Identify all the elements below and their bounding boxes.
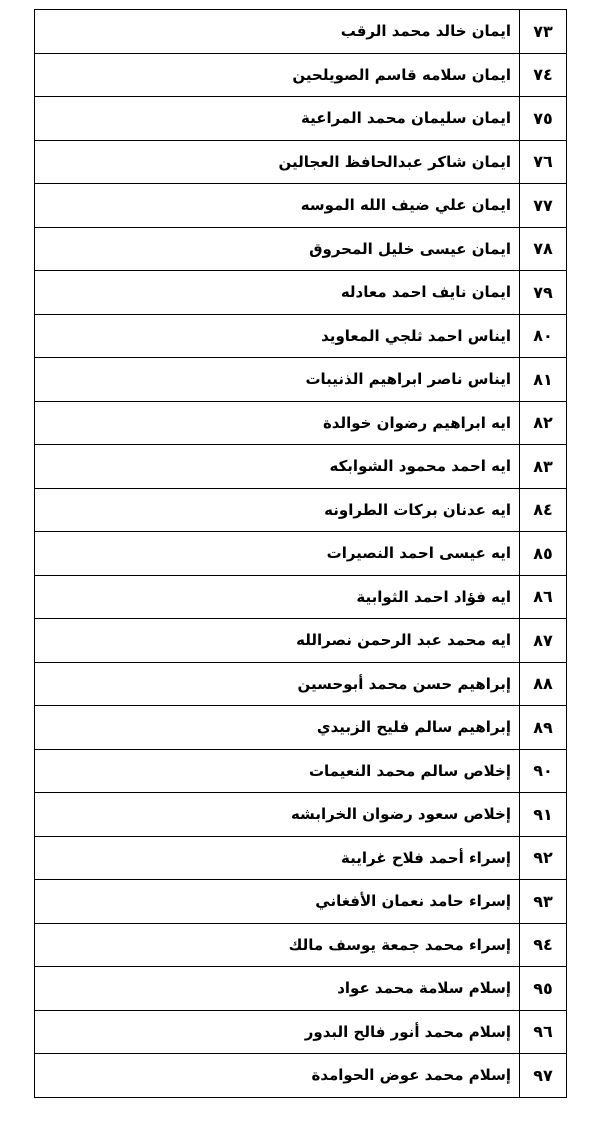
person-name-cell: ايه محمد عبد الرحمن نصرالله	[35, 619, 520, 663]
table-row	[35, 227, 567, 271]
table-row	[35, 662, 567, 706]
row-number-cell: ٨٩	[520, 706, 567, 750]
row-number-cell: ٨٣	[520, 445, 567, 489]
row-number-cell: ٩٢	[520, 836, 567, 880]
person-name-cell: إسلام محمد عوض الحوامدة	[35, 1054, 520, 1098]
table-row	[35, 445, 567, 489]
person-name-cell: ايه عدنان بركات الطراونه	[35, 488, 520, 532]
row-number-cell: ٩٤	[520, 923, 567, 967]
table-row	[35, 880, 567, 924]
person-name-cell: ايمان خالد محمد الرقب	[35, 10, 520, 54]
table-row	[35, 271, 567, 315]
row-number-cell: ٧٨	[520, 227, 567, 271]
row-number-cell: ٩٥	[520, 967, 567, 1011]
table-row	[35, 10, 567, 54]
row-number-cell: ٨٧	[520, 619, 567, 663]
row-number-cell: ٩٦	[520, 1010, 567, 1054]
row-number-cell: ٧٦	[520, 140, 567, 184]
row-number-cell: ٨٥	[520, 532, 567, 576]
table-row	[35, 97, 567, 141]
table-row	[35, 575, 567, 619]
person-name-cell: ايمان سلامه قاسم الصويلحين	[35, 53, 520, 97]
person-name-cell: ايمان عيسى خليل المحروق	[35, 227, 520, 271]
person-name-cell: ايه ابراهيم رضوان خوالدة	[35, 401, 520, 445]
person-name-cell: إسراء حامد نعمان الأفغاني	[35, 880, 520, 924]
row-number-cell: ٧٩	[520, 271, 567, 315]
person-name-cell: إخلاص سالم محمد النعيمات	[35, 749, 520, 793]
table-row	[35, 967, 567, 1011]
person-name-cell: ايه احمد محمود الشوابكه	[35, 445, 520, 489]
person-name-cell: إسلام سلامة محمد عواد	[35, 967, 520, 1011]
table-row	[35, 401, 567, 445]
table-row	[35, 793, 567, 837]
person-name-cell: إبراهيم حسن محمد أبوحسين	[35, 662, 520, 706]
table-row	[35, 358, 567, 402]
person-name-cell: ايه فؤاد احمد الثوابية	[35, 575, 520, 619]
person-name-cell: إبراهيم سالم فليح الزبيدي	[35, 706, 520, 750]
row-number-cell: ٧٤	[520, 53, 567, 97]
person-name-cell: ايمان نايف احمد معادله	[35, 271, 520, 315]
row-number-cell: ٩٣	[520, 880, 567, 924]
names-table	[34, 9, 567, 1098]
row-number-cell: ٩٠	[520, 749, 567, 793]
table-row	[35, 488, 567, 532]
person-name-cell: ايه عيسى احمد النصيرات	[35, 532, 520, 576]
table-row	[35, 532, 567, 576]
person-name-cell: إخلاص سعود رضوان الخرابشه	[35, 793, 520, 837]
names-table-body	[35, 10, 567, 1098]
row-number-cell: ٩٧	[520, 1054, 567, 1098]
person-name-cell: إسراء أحمد فلاح غرايبة	[35, 836, 520, 880]
person-name-cell: ايناس ناصر ابراهيم الذنيبات	[35, 358, 520, 402]
table-row	[35, 184, 567, 228]
table-row	[35, 836, 567, 880]
table-row	[35, 923, 567, 967]
row-number-cell: ٧٣	[520, 10, 567, 54]
row-number-cell: ٨١	[520, 358, 567, 402]
table-row	[35, 706, 567, 750]
person-name-cell: إسلام محمد أنور فالح البدور	[35, 1010, 520, 1054]
row-number-cell: ٩١	[520, 793, 567, 837]
table-row	[35, 1010, 567, 1054]
person-name-cell: ايمان شاكر عبدالحافظ العجالين	[35, 140, 520, 184]
row-number-cell: ٨٨	[520, 662, 567, 706]
row-number-cell: ٨٢	[520, 401, 567, 445]
row-number-cell: ٧٥	[520, 97, 567, 141]
table-row	[35, 1054, 567, 1098]
person-name-cell: ايمان علي ضيف الله الموسه	[35, 184, 520, 228]
table-row	[35, 314, 567, 358]
row-number-cell: ٨٦	[520, 575, 567, 619]
table-row	[35, 619, 567, 663]
row-number-cell: ٧٧	[520, 184, 567, 228]
person-name-cell: ايناس احمد ثلجي المعاويد	[35, 314, 520, 358]
table-row	[35, 53, 567, 97]
row-number-cell: ٨٠	[520, 314, 567, 358]
table-row	[35, 749, 567, 793]
person-name-cell: إسراء محمد جمعة يوسف مالك	[35, 923, 520, 967]
row-number-cell: ٨٤	[520, 488, 567, 532]
table-row	[35, 140, 567, 184]
person-name-cell: ايمان سليمان محمد المراعية	[35, 97, 520, 141]
